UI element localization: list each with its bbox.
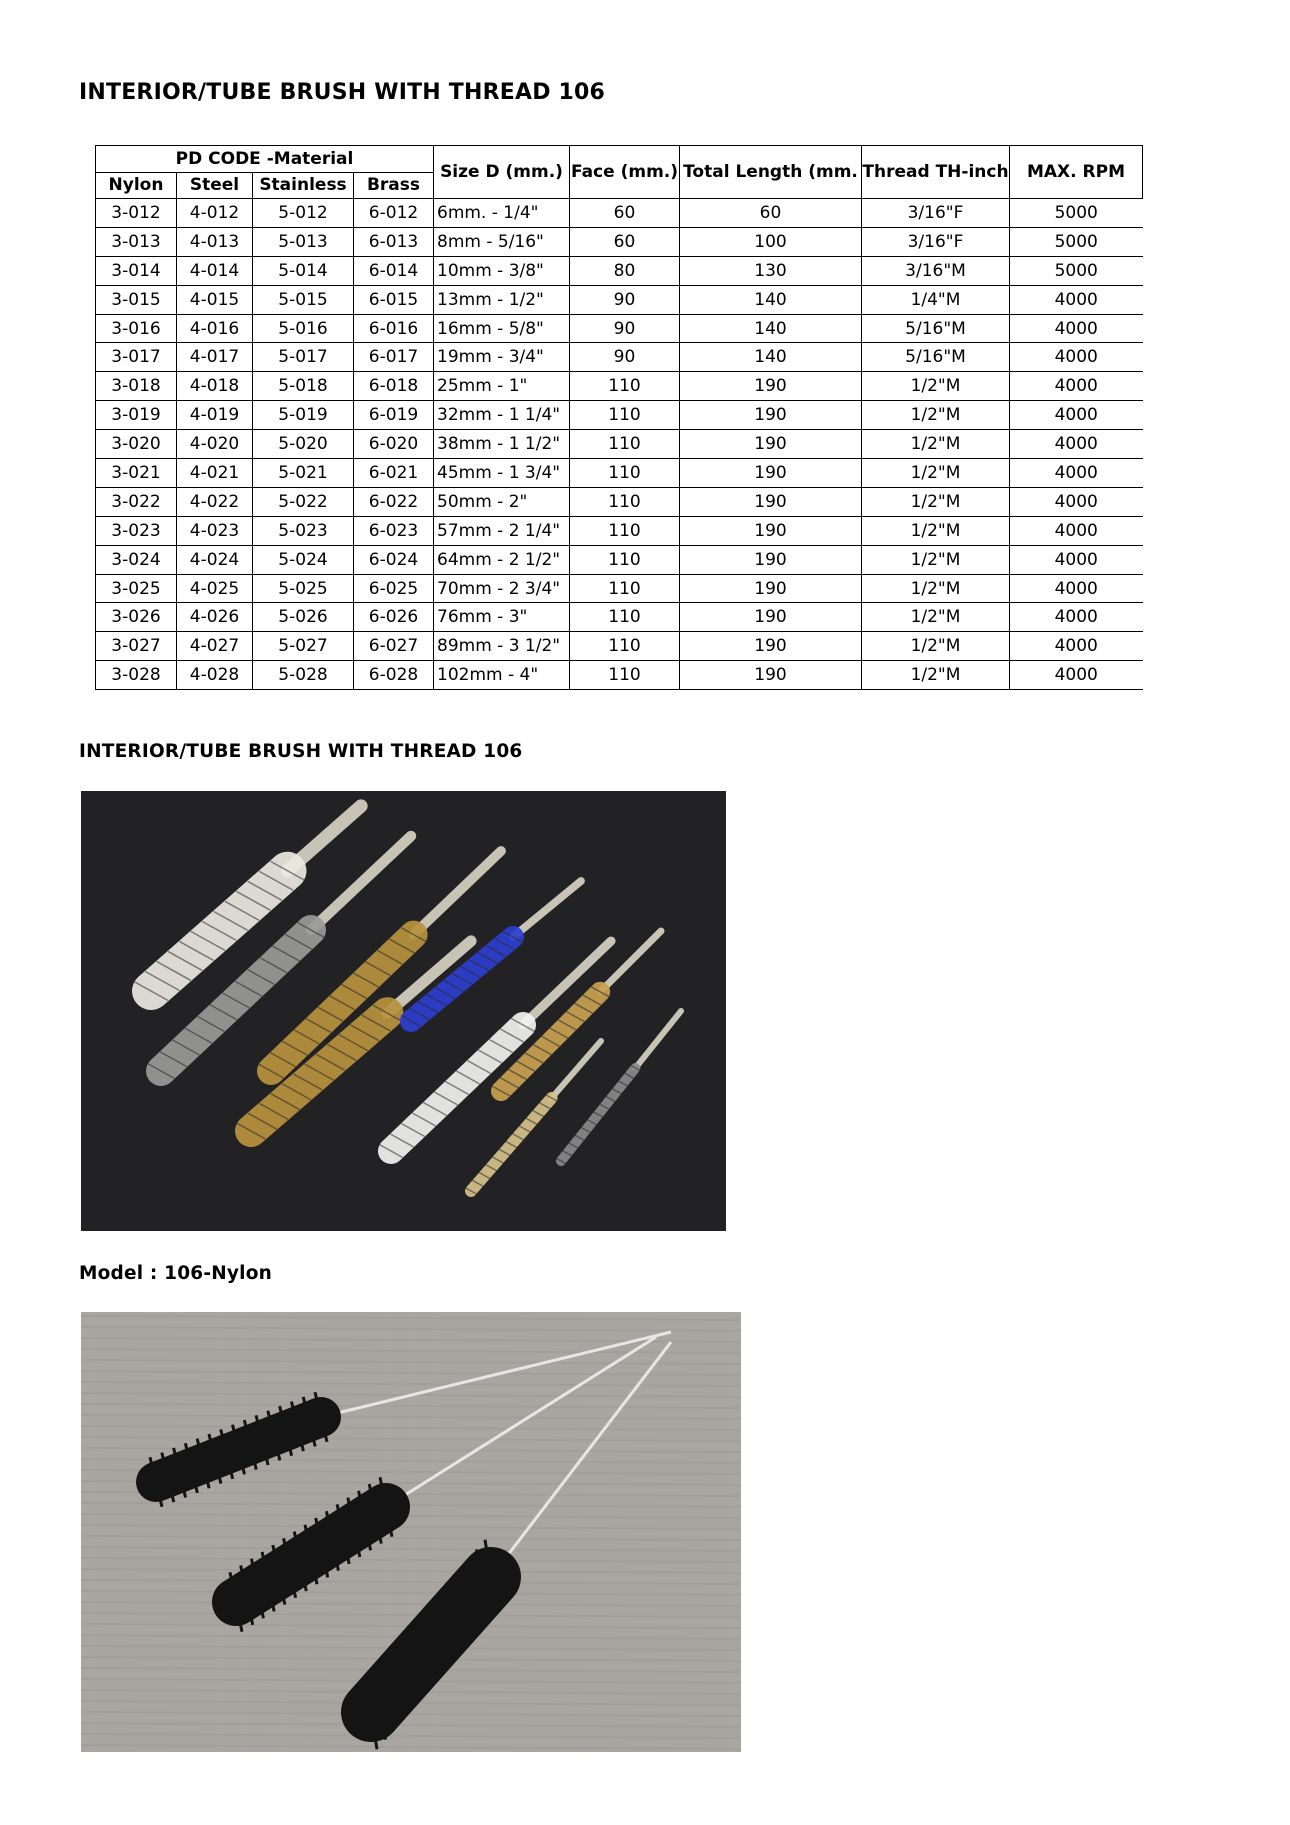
cell-stainless-code: 5-017 [253, 343, 354, 372]
cell-max-rpm: 4000 [1010, 459, 1143, 488]
cell-total-length: 190 [680, 603, 862, 632]
cell-stainless-code: 5-015 [253, 285, 354, 314]
cell-face: 110 [570, 632, 680, 661]
cell-total-length: 190 [680, 487, 862, 516]
header-face: Face (mm.) [570, 146, 680, 199]
cell-stainless-code: 5-016 [253, 314, 354, 343]
table-row [96, 661, 1143, 690]
cell-thread: 5/16"M [862, 314, 1010, 343]
cell-thread: 1/4"M [862, 285, 1010, 314]
cell-brass-code: 6-023 [354, 516, 434, 545]
cell-thread: 1/2"M [862, 487, 1010, 516]
table-row [96, 227, 1143, 256]
header-total-length: Total Length (mm. [680, 146, 862, 199]
cell-thread: 1/2"M [862, 661, 1010, 690]
header-thread: Thread TH-inch [862, 146, 1010, 199]
cell-size: 8mm - 5/16" [434, 227, 570, 256]
cell-size: 102mm - 4" [434, 661, 570, 690]
cell-total-length: 140 [680, 343, 862, 372]
table-row [96, 545, 1143, 574]
cell-steel-code: 4-018 [177, 372, 253, 401]
cell-stainless-code: 5-013 [253, 227, 354, 256]
cell-size: 57mm - 2 1/4" [434, 516, 570, 545]
cell-nylon-code: 3-022 [96, 487, 177, 516]
tube-brushes-assortment-icon [81, 791, 726, 1231]
cell-face: 60 [570, 227, 680, 256]
cell-face: 110 [570, 574, 680, 603]
cell-face: 110 [570, 603, 680, 632]
nylon-brushes-photo [81, 1312, 741, 1752]
cell-brass-code: 6-014 [354, 256, 434, 285]
cell-size: 10mm - 3/8" [434, 256, 570, 285]
cell-max-rpm: 4000 [1010, 343, 1143, 372]
cell-steel-code: 4-026 [177, 603, 253, 632]
table-row [96, 459, 1143, 488]
cell-face: 90 [570, 285, 680, 314]
cell-face: 110 [570, 487, 680, 516]
cell-face: 80 [570, 256, 680, 285]
cell-nylon-code: 3-019 [96, 401, 177, 430]
cell-face: 110 [570, 516, 680, 545]
table-row [96, 285, 1143, 314]
table-row [96, 632, 1143, 661]
cell-stainless-code: 5-020 [253, 430, 354, 459]
table-row [96, 430, 1143, 459]
cell-brass-code: 6-012 [354, 199, 434, 228]
cell-max-rpm: 4000 [1010, 285, 1143, 314]
cell-thread: 3/16"F [862, 199, 1010, 228]
cell-brass-code: 6-028 [354, 661, 434, 690]
cell-size: 89mm - 3 1/2" [434, 632, 570, 661]
table-row [96, 199, 1143, 228]
cell-max-rpm: 5000 [1010, 256, 1143, 285]
header-stainless: Stainless [253, 172, 354, 199]
header-max-rpm: MAX. RPM [1010, 146, 1143, 199]
cell-total-length: 130 [680, 256, 862, 285]
cell-thread: 1/2"M [862, 603, 1010, 632]
cell-stainless-code: 5-022 [253, 487, 354, 516]
cell-total-length: 60 [680, 199, 862, 228]
cell-size: 64mm - 2 1/2" [434, 545, 570, 574]
cell-brass-code: 6-024 [354, 545, 434, 574]
cell-stainless-code: 5-023 [253, 516, 354, 545]
cell-thread: 1/2"M [862, 516, 1010, 545]
spec-table [95, 145, 1143, 690]
cell-max-rpm: 4000 [1010, 603, 1143, 632]
cell-nylon-code: 3-014 [96, 256, 177, 285]
cell-stainless-code: 5-019 [253, 401, 354, 430]
cell-stainless-code: 5-028 [253, 661, 354, 690]
cell-nylon-code: 3-016 [96, 314, 177, 343]
cell-max-rpm: 4000 [1010, 661, 1143, 690]
cell-face: 110 [570, 372, 680, 401]
cell-max-rpm: 5000 [1010, 199, 1143, 228]
cell-nylon-code: 3-024 [96, 545, 177, 574]
cell-total-length: 190 [680, 545, 862, 574]
cell-steel-code: 4-016 [177, 314, 253, 343]
cell-stainless-code: 5-025 [253, 574, 354, 603]
header-steel: Steel [177, 172, 253, 199]
cell-total-length: 190 [680, 430, 862, 459]
section-title: INTERIOR/TUBE BRUSH WITH THREAD 106 [79, 741, 523, 762]
cell-total-length: 140 [680, 314, 862, 343]
cell-steel-code: 4-021 [177, 459, 253, 488]
cell-thread: 1/2"M [862, 632, 1010, 661]
cell-brass-code: 6-022 [354, 487, 434, 516]
cell-nylon-code: 3-027 [96, 632, 177, 661]
cell-steel-code: 4-015 [177, 285, 253, 314]
cell-thread: 1/2"M [862, 574, 1010, 603]
cell-steel-code: 4-017 [177, 343, 253, 372]
page-title: INTERIOR/TUBE BRUSH WITH THREAD 106 [79, 80, 606, 105]
cell-nylon-code: 3-026 [96, 603, 177, 632]
cell-max-rpm: 4000 [1010, 430, 1143, 459]
cell-face: 110 [570, 459, 680, 488]
table-row [96, 314, 1143, 343]
cell-nylon-code: 3-025 [96, 574, 177, 603]
cell-thread: 1/2"M [862, 459, 1010, 488]
cell-thread: 3/16"M [862, 256, 1010, 285]
cell-size: 50mm - 2" [434, 487, 570, 516]
cell-stainless-code: 5-021 [253, 459, 354, 488]
table-row [96, 372, 1143, 401]
cell-nylon-code: 3-023 [96, 516, 177, 545]
header-size: Size D (mm.) [434, 146, 570, 199]
cell-nylon-code: 3-012 [96, 199, 177, 228]
cell-stainless-code: 5-018 [253, 372, 354, 401]
cell-nylon-code: 3-015 [96, 285, 177, 314]
cell-steel-code: 4-022 [177, 487, 253, 516]
cell-steel-code: 4-028 [177, 661, 253, 690]
black-nylon-tube-brushes-icon [81, 1312, 741, 1752]
cell-steel-code: 4-014 [177, 256, 253, 285]
table-row [96, 487, 1143, 516]
cell-size: 45mm - 1 3/4" [434, 459, 570, 488]
cell-face: 110 [570, 401, 680, 430]
cell-nylon-code: 3-021 [96, 459, 177, 488]
cell-size: 25mm - 1" [434, 372, 570, 401]
cell-brass-code: 6-017 [354, 343, 434, 372]
cell-size: 32mm - 1 1/4" [434, 401, 570, 430]
cell-max-rpm: 5000 [1010, 227, 1143, 256]
header-nylon: Nylon [96, 172, 177, 199]
cell-stainless-code: 5-012 [253, 199, 354, 228]
cell-total-length: 190 [680, 661, 862, 690]
cell-brass-code: 6-027 [354, 632, 434, 661]
cell-steel-code: 4-020 [177, 430, 253, 459]
cell-max-rpm: 4000 [1010, 516, 1143, 545]
cell-total-length: 190 [680, 574, 862, 603]
cell-brass-code: 6-019 [354, 401, 434, 430]
cell-brass-code: 6-020 [354, 430, 434, 459]
cell-face: 110 [570, 430, 680, 459]
cell-max-rpm: 4000 [1010, 632, 1143, 661]
cell-max-rpm: 4000 [1010, 314, 1143, 343]
cell-brass-code: 6-015 [354, 285, 434, 314]
cell-steel-code: 4-025 [177, 574, 253, 603]
cell-total-length: 100 [680, 227, 862, 256]
cell-max-rpm: 4000 [1010, 574, 1143, 603]
cell-total-length: 190 [680, 459, 862, 488]
cell-steel-code: 4-019 [177, 401, 253, 430]
cell-size: 13mm - 1/2" [434, 285, 570, 314]
cell-total-length: 190 [680, 372, 862, 401]
cell-face: 110 [570, 661, 680, 690]
cell-max-rpm: 4000 [1010, 487, 1143, 516]
table-row [96, 516, 1143, 545]
cell-total-length: 190 [680, 516, 862, 545]
header-brass: Brass [354, 172, 434, 199]
cell-stainless-code: 5-014 [253, 256, 354, 285]
cell-nylon-code: 3-020 [96, 430, 177, 459]
cell-brass-code: 6-013 [354, 227, 434, 256]
cell-nylon-code: 3-018 [96, 372, 177, 401]
cell-brass-code: 6-016 [354, 314, 434, 343]
cell-steel-code: 4-012 [177, 199, 253, 228]
cell-nylon-code: 3-028 [96, 661, 177, 690]
cell-brass-code: 6-021 [354, 459, 434, 488]
cell-brass-code: 6-025 [354, 574, 434, 603]
cell-face: 60 [570, 199, 680, 228]
cell-thread: 1/2"M [862, 430, 1010, 459]
cell-size: 76mm - 3" [434, 603, 570, 632]
cell-thread: 3/16"F [862, 227, 1010, 256]
cell-face: 90 [570, 343, 680, 372]
cell-size: 16mm - 5/8" [434, 314, 570, 343]
cell-steel-code: 4-024 [177, 545, 253, 574]
group-header-pd-code: PD CODE -Material [96, 146, 434, 173]
cell-stainless-code: 5-026 [253, 603, 354, 632]
cell-brass-code: 6-018 [354, 372, 434, 401]
cell-steel-code: 4-027 [177, 632, 253, 661]
table-row [96, 603, 1143, 632]
cell-size: 70mm - 2 3/4" [434, 574, 570, 603]
cell-face: 90 [570, 314, 680, 343]
spec-table-header [96, 146, 1143, 199]
cell-total-length: 190 [680, 632, 862, 661]
cell-face: 110 [570, 545, 680, 574]
cell-total-length: 140 [680, 285, 862, 314]
cell-thread: 1/2"M [862, 401, 1010, 430]
cell-steel-code: 4-013 [177, 227, 253, 256]
table-row [96, 343, 1143, 372]
spec-table-body [96, 199, 1143, 690]
cell-nylon-code: 3-013 [96, 227, 177, 256]
cell-size: 38mm - 1 1/2" [434, 430, 570, 459]
cell-size: 6mm. - 1/4" [434, 199, 570, 228]
cell-total-length: 190 [680, 401, 862, 430]
table-row [96, 401, 1143, 430]
cell-max-rpm: 4000 [1010, 545, 1143, 574]
cell-brass-code: 6-026 [354, 603, 434, 632]
cell-thread: 1/2"M [862, 545, 1010, 574]
table-row [96, 574, 1143, 603]
cell-stainless-code: 5-024 [253, 545, 354, 574]
tube-brushes-photo [81, 791, 726, 1231]
model-caption: Model : 106-Nylon [79, 1263, 272, 1284]
cell-size: 19mm - 3/4" [434, 343, 570, 372]
cell-max-rpm: 4000 [1010, 401, 1143, 430]
cell-stainless-code: 5-027 [253, 632, 354, 661]
cell-nylon-code: 3-017 [96, 343, 177, 372]
cell-steel-code: 4-023 [177, 516, 253, 545]
table-row [96, 256, 1143, 285]
cell-thread: 1/2"M [862, 372, 1010, 401]
cell-max-rpm: 4000 [1010, 372, 1143, 401]
cell-thread: 5/16"M [862, 343, 1010, 372]
